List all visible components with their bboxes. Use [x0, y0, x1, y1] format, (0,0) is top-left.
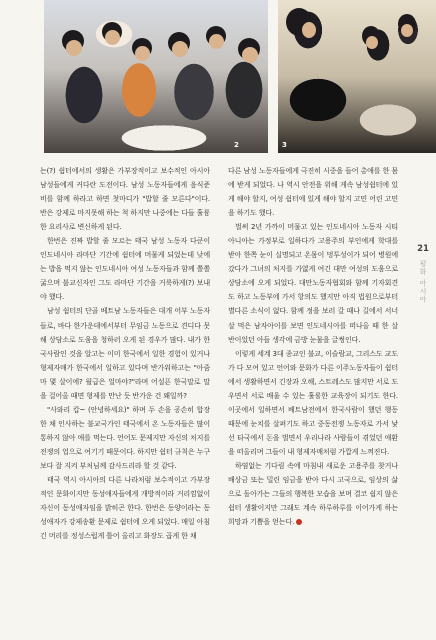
- paragraph: 한번은 진짜 밥할 줄 모르는 태국 남성 노동자 다쿤이 인도네시아 라마단 기간에 쉼터에 머물게 되었는데 낮에는 밥을 먹지 않는 인도네시아 여성 노동자들과 함께 쫄쫄 굶으며 불교신자인 그도 라마단 기간을 거룩하게(?) 보내야 했다.: [40, 236, 210, 302]
- paragraph: 는(?) 쉼터에서의 생활은 가부장적이고 보수적인 아시아 남성들에게 커다란 도전이다. 남성 노동자들에게 음식준비를 함께 하라고 하면 첫마디가 "밥할 줄 모른다"이다. 반은 강제로 마지못해 하는 척 하지만 나중에는 다들 훌륭한 요리사로 변신하게 된다.: [40, 166, 210, 232]
- paragraph: 다른 남성 노동자들에게 극진히 시중을 들어 총애를 한 몸에 받게 되었다. 나 역시 안전을 위해 게속 남성쉼터에 있게 해야 할지, 여성 쉼터에 있게 해야 할지 고민 어린 고민을 하기도 했다.: [228, 166, 398, 218]
- article-end-icon: [296, 519, 302, 525]
- person-face: [366, 36, 378, 49]
- person-face: [302, 22, 316, 38]
- paragraph: 태국 역시 아시아의 다른 나라처럼 보수적이고 가부장적인 문화이지만 동성애자들에게 개방적이라 거리낌없이 자신이 동성애자임을 밝히곤 한다. 한번은 동양이라는 동성애자가 강제송환 문제로 쉼터에 오게 되었다. 매일 아침 긴 머리를 정성스럽게 틀어 올리고 화장도 곱게 한 채: [40, 475, 210, 541]
- group-photo-left: [44, 0, 268, 153]
- paragraph: 벌써 2년 가까이 머물고 있는 인도네시아 노동자 시티 아니아는 가정부로 일하다가 고용주의 부인에게 학대를 받아 한쪽 눈이 실명되고 온몸이 멍투성이가 되어 병원에 갔다가 그녀의 처지를 가엾게 여긴 대만 여성의 도움으로 상담소에 오게 되었다. 대만노동자협회와 함께 기자회견도 하고 노동부에 가서 항의도 했지만 아직 법원으로부터 별다른 소식이 없다. 함께 정을 보러 갈 때나 길에서 서너 살 먹은 남자아이를 보면 인도네시아를 떠나올 때 한 살 반이었던 아들 생각에 금방 눈물을 글썽인다.: [228, 222, 398, 344]
- article-column-left: [40, 164, 210, 543]
- paragraph-text: 하염없는 기다림 속에 마침내 새로운 고용주를 찾거나 배상금 또는 밀린 임금을 받아 다시 고국으로, 임상의 삶으로 돌아가는 그들의 행복한 모습을 보며 결코 쉽지 않은 쉼터 생활이지만 그래도 계속 하루하루를 이어가게 하는 희망과 기쁨을 얻는다.: [228, 460, 398, 527]
- page-sidebar: [413, 244, 433, 303]
- paragraph: 남성 쉼터의 단골 베트남 노동자들은 대개 어부 노동자들로, 바다 한가운데에서부터 무임금 노동으로 견디다 못해 상담소로 도움을 청하러 오게 된 경우가 많다. 내가 한국사람인 것을 알고는 이미 한국에서 일한 경험이 있거나 형제자매가 한국에서 일하고 있다며 반가워하고는 "아줌마 몇 살이에? 월급은 얼마야?"라며 어설픈 한국말로 말을 걸어올 때면 형제를 만난 듯 반가운 건 왜일까?: [40, 306, 210, 400]
- paragraph-last: [228, 459, 398, 529]
- person-face: [401, 24, 413, 37]
- section-title: 평화 아시아: [419, 260, 427, 304]
- article-column-right: [228, 164, 398, 529]
- seated-photo-right: [278, 0, 436, 153]
- photo-strip: [0, 0, 436, 153]
- photo-number: 3: [282, 141, 287, 149]
- page-number: 21: [417, 244, 429, 254]
- person-face: [172, 41, 188, 57]
- person-face: [105, 30, 120, 45]
- paragraph: "사와리 캅~ (안녕하세요)" 하며 두 손을 공손히 합장한 채 인사하는 불교국가인 태국에서 온 노동자들은 많이 통하지 않아 애를 먹는다. 언어도 문제지만 자신의 처지를 전쟁의 업으로 여기기 때문이다. 하지만 쉼터 규칙은 누구보다 잘 지켜 부처님께 감사드리라 할 것 같다.: [40, 404, 210, 470]
- person-face: [242, 47, 258, 63]
- person-face: [209, 34, 224, 49]
- photo-number: 2: [234, 141, 239, 149]
- paragraph: 이렇게 세계 3대 종교인 불교, 이슬람교, 그리스도 교도가 다 모여 있고 언어와 문화가 다른 이주노동자들이 쉼터에서 생활하면서 긴장과 오해, 스트레스도 많지만 서로 도우면서 서로 배울 수 있는 훌륭한 교육장이 되기도 한다. 이곳에서 일하면서 베트남전에서 한국사람이 했던 행동 때문에 눈치를 살펴기도 하고 중동전쟁 노동자로 가서 낯선 타국에서 돈을 벌면서 우리나라 사람들이 겪었던 애환을 떠올리며 그들이 내 형제자매처럼 가깝게 느껴진다.: [228, 348, 398, 456]
- person-face: [135, 46, 150, 61]
- person-face: [66, 40, 82, 56]
